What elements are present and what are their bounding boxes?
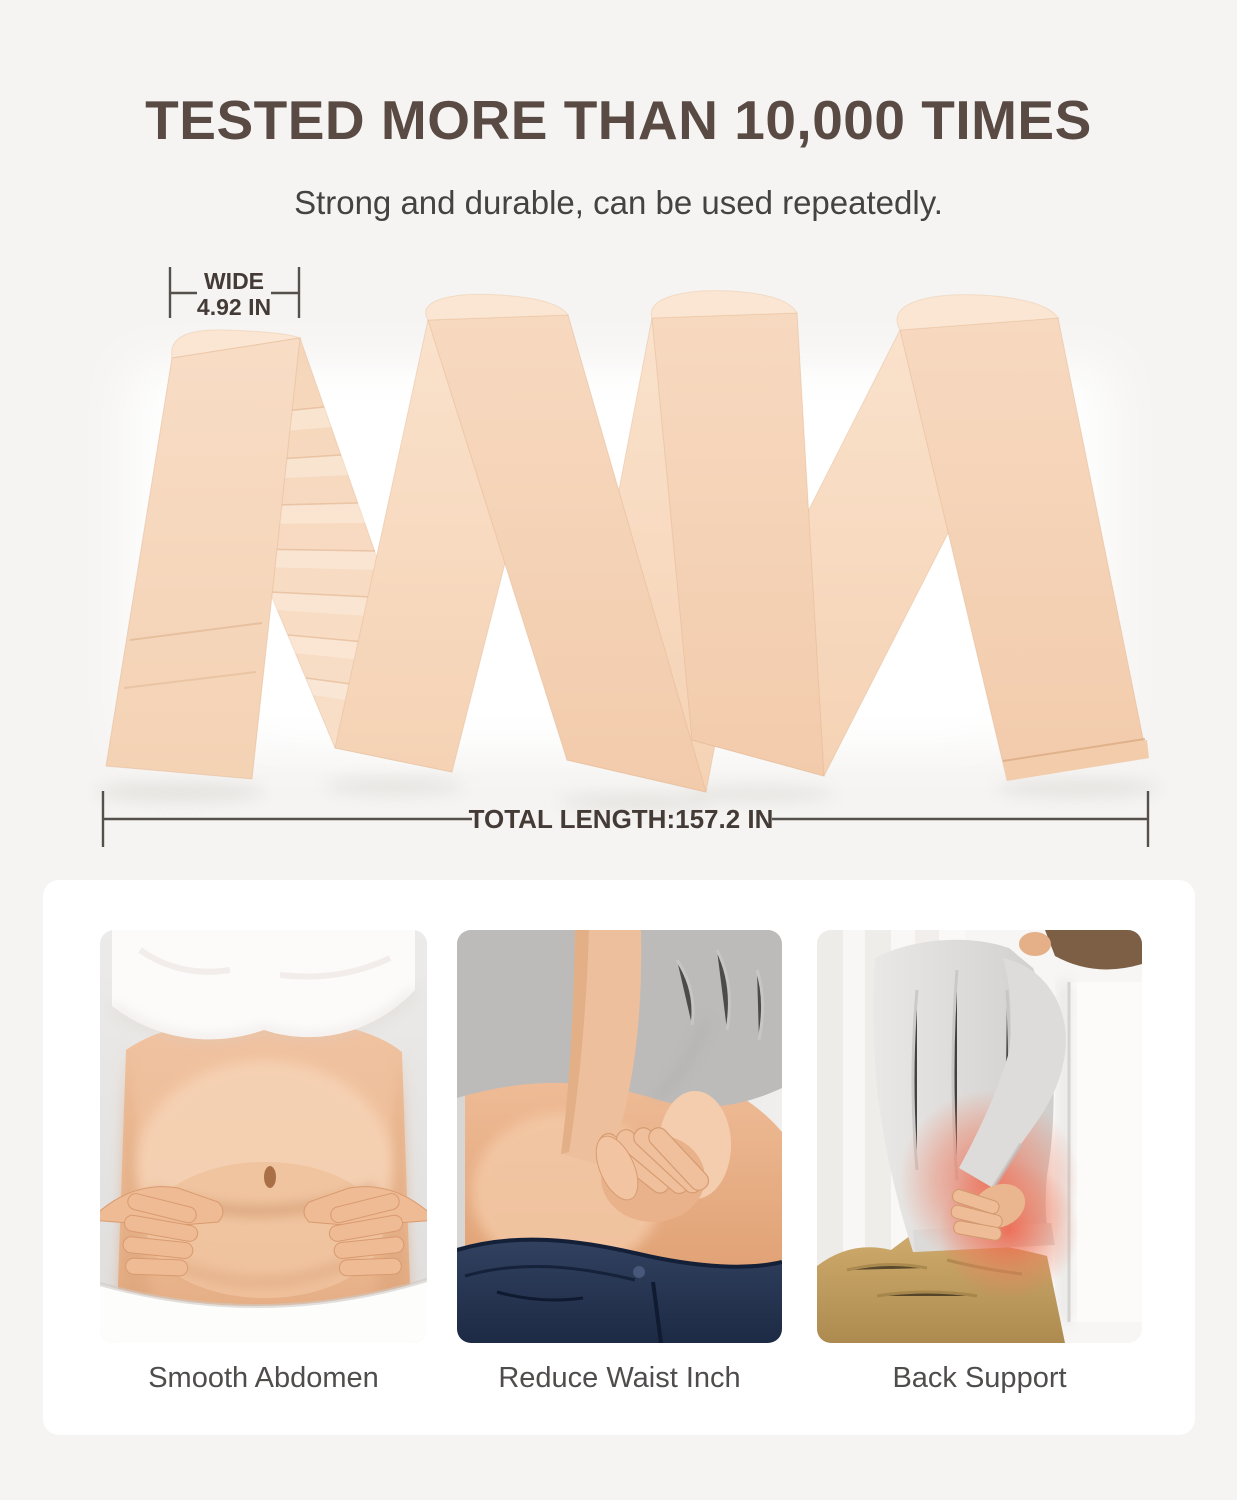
length-dimension-label: TOTAL LENGTH:157.2 IN bbox=[468, 804, 774, 834]
feature-card bbox=[43, 880, 1195, 1435]
feature-label-smooth-abdomen: Smooth Abdomen bbox=[148, 1362, 379, 1394]
photo-reduce-waist-inch bbox=[457, 930, 782, 1343]
feature-label-reduce-waist-inch: Reduce Waist Inch bbox=[498, 1362, 741, 1394]
width-dimension-label-line2: 4.92 IN bbox=[196, 294, 272, 320]
page-subtitle: Strong and durable, can be used repeatedly. bbox=[294, 184, 943, 221]
photo-smooth-abdomen bbox=[100, 930, 427, 1343]
feature-label-back-support: Back Support bbox=[892, 1362, 1067, 1394]
page-title: TESTED MORE THAN 10,000 TIMES bbox=[145, 89, 1092, 151]
width-dimension-label-line1: WIDE bbox=[203, 268, 265, 294]
photo-back-support bbox=[817, 930, 1142, 1343]
